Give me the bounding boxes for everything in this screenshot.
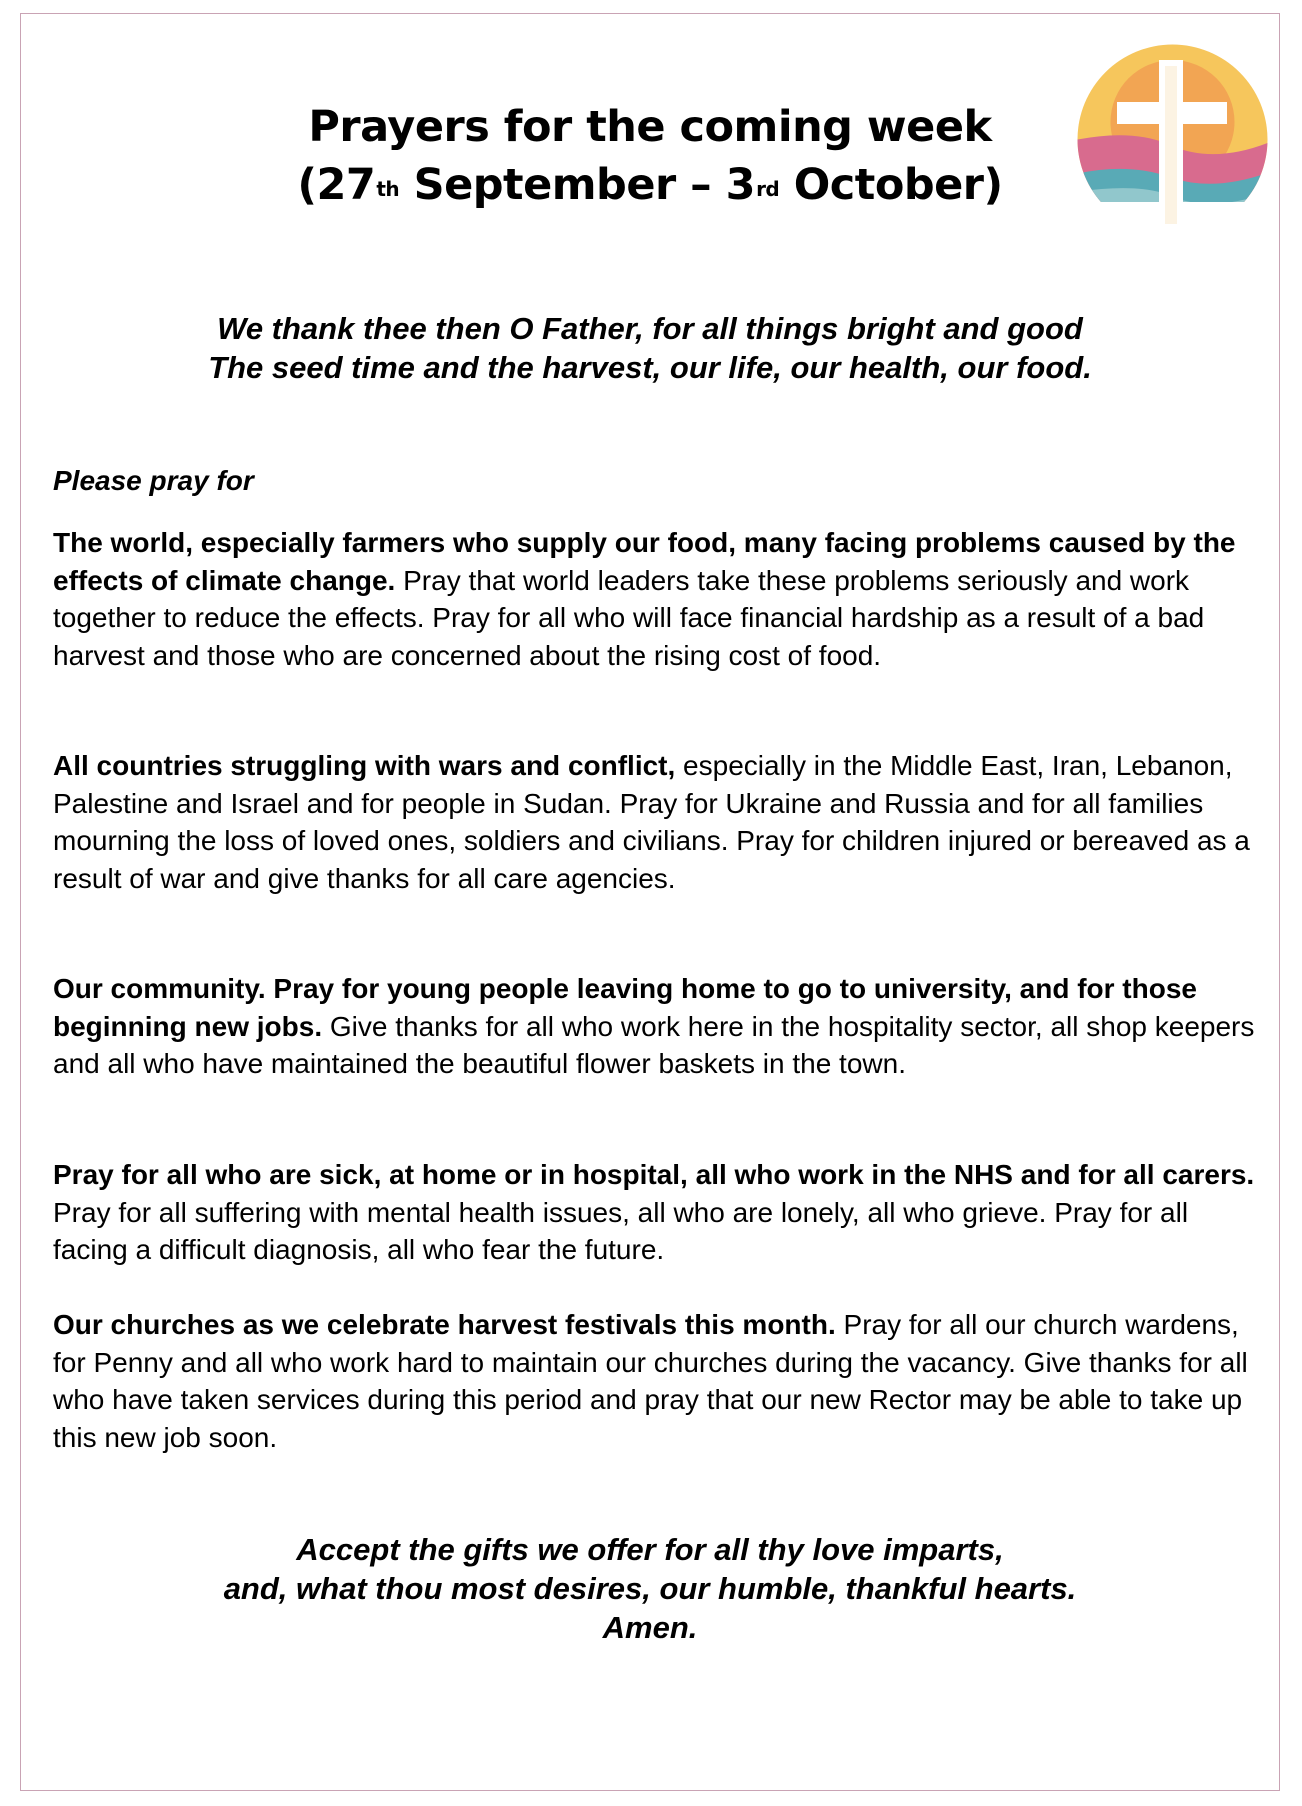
title-date-mid: September – 3 [399, 160, 756, 210]
page-title [190, 98, 1110, 214]
paragraph-lead: Our community. Pray for young people leaving home to go to university, and for those beginning new jobs. [53, 973, 1197, 1042]
closing-verse-line-1: Accept the gifts we offer for all thy love imparts, [296, 1532, 1004, 1567]
title-date-close: October) [779, 160, 1003, 210]
cross-shade [1165, 66, 1177, 224]
opening-verse [60, 309, 1240, 387]
paragraph-body: Pray that world leaders take these problems seriously and work together to reduce the effects. Pray for all who will face financial hardship as a result of a bad harvest and those who are concerned about the rising cost of food. [53, 564, 1205, 671]
paragraph-body: Give thanks for all who work here in the hospitality sector, all shop keepers and all who have maintained the beautiful flower baskets in the town. [53, 1010, 1255, 1079]
page-border [20, 13, 1280, 1791]
opening-verse-line-1: We thank thee then O Father, for all things bright and good [217, 311, 1083, 346]
title-line-1: Prayers for the coming week [308, 102, 992, 152]
closing-verse-line-2: and, what thou most desires, our humble, thankful hearts. [223, 1571, 1077, 1606]
opening-verse-line-2: The seed time and the harvest, our life, our health, our food. [208, 350, 1092, 385]
prayer-paragraph-community [53, 970, 1268, 1083]
prayer-paragraph-churches [53, 1306, 1268, 1456]
prayer-paragraph-conflict [53, 747, 1268, 897]
paragraph-body: Pray for all our church wardens, for Penny and all who work hard to maintain our churches during the vacancy. Give thanks for all who have taken services during this period and pray that our new Rector may be able to take up this new job soon. [53, 1309, 1248, 1453]
paragraph-lead: Our churches as we celebrate harvest festivals this month. [53, 1309, 836, 1340]
title-suffix-rd: rd [756, 177, 780, 201]
paragraph-body: especially in the Middle East, Iran, Lebanon, Palestine and Israel and for people in Sudan. Pray for Ukraine and Russia and for all families mourning the loss of loved ones, soldiers and civilians. Pray for children injured or bereaved as a result of war and give thanks for all care agencies. [53, 750, 1250, 894]
paragraph-lead: All countries struggling with wars and conflict, [53, 750, 676, 781]
title-line-2 [190, 156, 1110, 214]
intro-heading: Please pray for [53, 465, 254, 496]
prayer-paragraph-world [53, 524, 1268, 674]
closing-amen: Amen. [602, 1610, 698, 1645]
closing-verse [60, 1530, 1240, 1647]
paragraph-body: Pray for all suffering with mental health issues, all who are lonely, all who grieve. Pray for all facing a difficult diagnosis, all who fear the future. [53, 1196, 1189, 1265]
title-date-open: (27 [297, 160, 376, 210]
title-suffix-th: th [376, 177, 400, 201]
paragraph-lead: Pray for all who are sick, at home or in hospital, all who work in the NHS and for all carers. [53, 1159, 1255, 1190]
prayer-paragraph-sick [53, 1156, 1268, 1269]
paragraph-lead: The world, especially farmers who supply our food, many facing problems caused by the effects of climate change. [53, 527, 1236, 596]
